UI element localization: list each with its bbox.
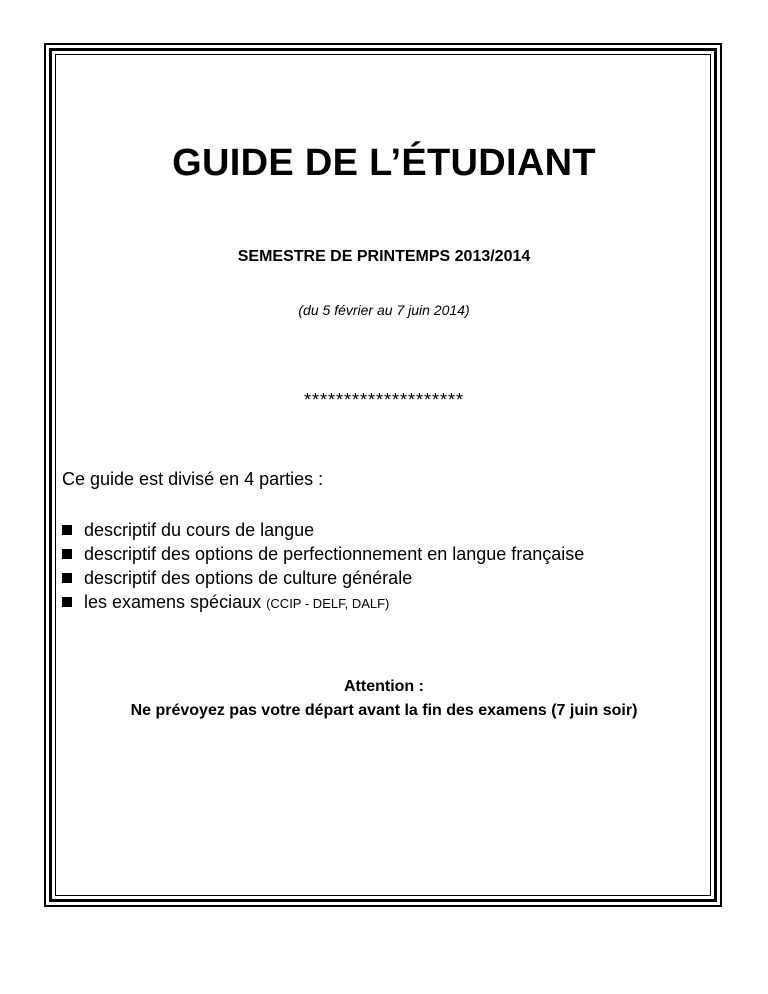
list-item: [62, 518, 584, 542]
list-item: [62, 566, 584, 590]
list-item: [62, 542, 584, 566]
intro-text: Ce guide est divisé en 4 parties :: [62, 469, 324, 489]
square-bullet-icon: [62, 597, 72, 607]
list-item-text: descriptif des options de perfectionnement en langue française: [84, 544, 585, 564]
semester-dates: (du 5 février au 7 juin 2014): [298, 302, 470, 318]
separator: ********************: [303, 390, 465, 410]
list-item-note: (CCIP - DELF, DALF): [266, 596, 390, 611]
square-bullet-icon: [62, 525, 72, 535]
square-bullet-icon: [62, 549, 72, 559]
list-item-text: descriptif du cours de langue: [84, 520, 315, 540]
list-item-text: les examens spéciaux: [84, 592, 267, 612]
parts-list: [62, 518, 584, 614]
semester-heading: SEMESTRE DE PRINTEMPS 2013/2014: [237, 248, 531, 265]
page-title: GUIDE DE L’ÉTUDIANT: [172, 142, 596, 184]
list-item-text: descriptif des options de culture générale: [84, 568, 413, 588]
attention-label: Attention :: [344, 678, 424, 695]
list-item: [62, 590, 584, 614]
attention-message: Ne prévoyez pas votre départ avant la fin des examens (7 juin soir): [130, 702, 638, 719]
square-bullet-icon: [62, 573, 72, 583]
